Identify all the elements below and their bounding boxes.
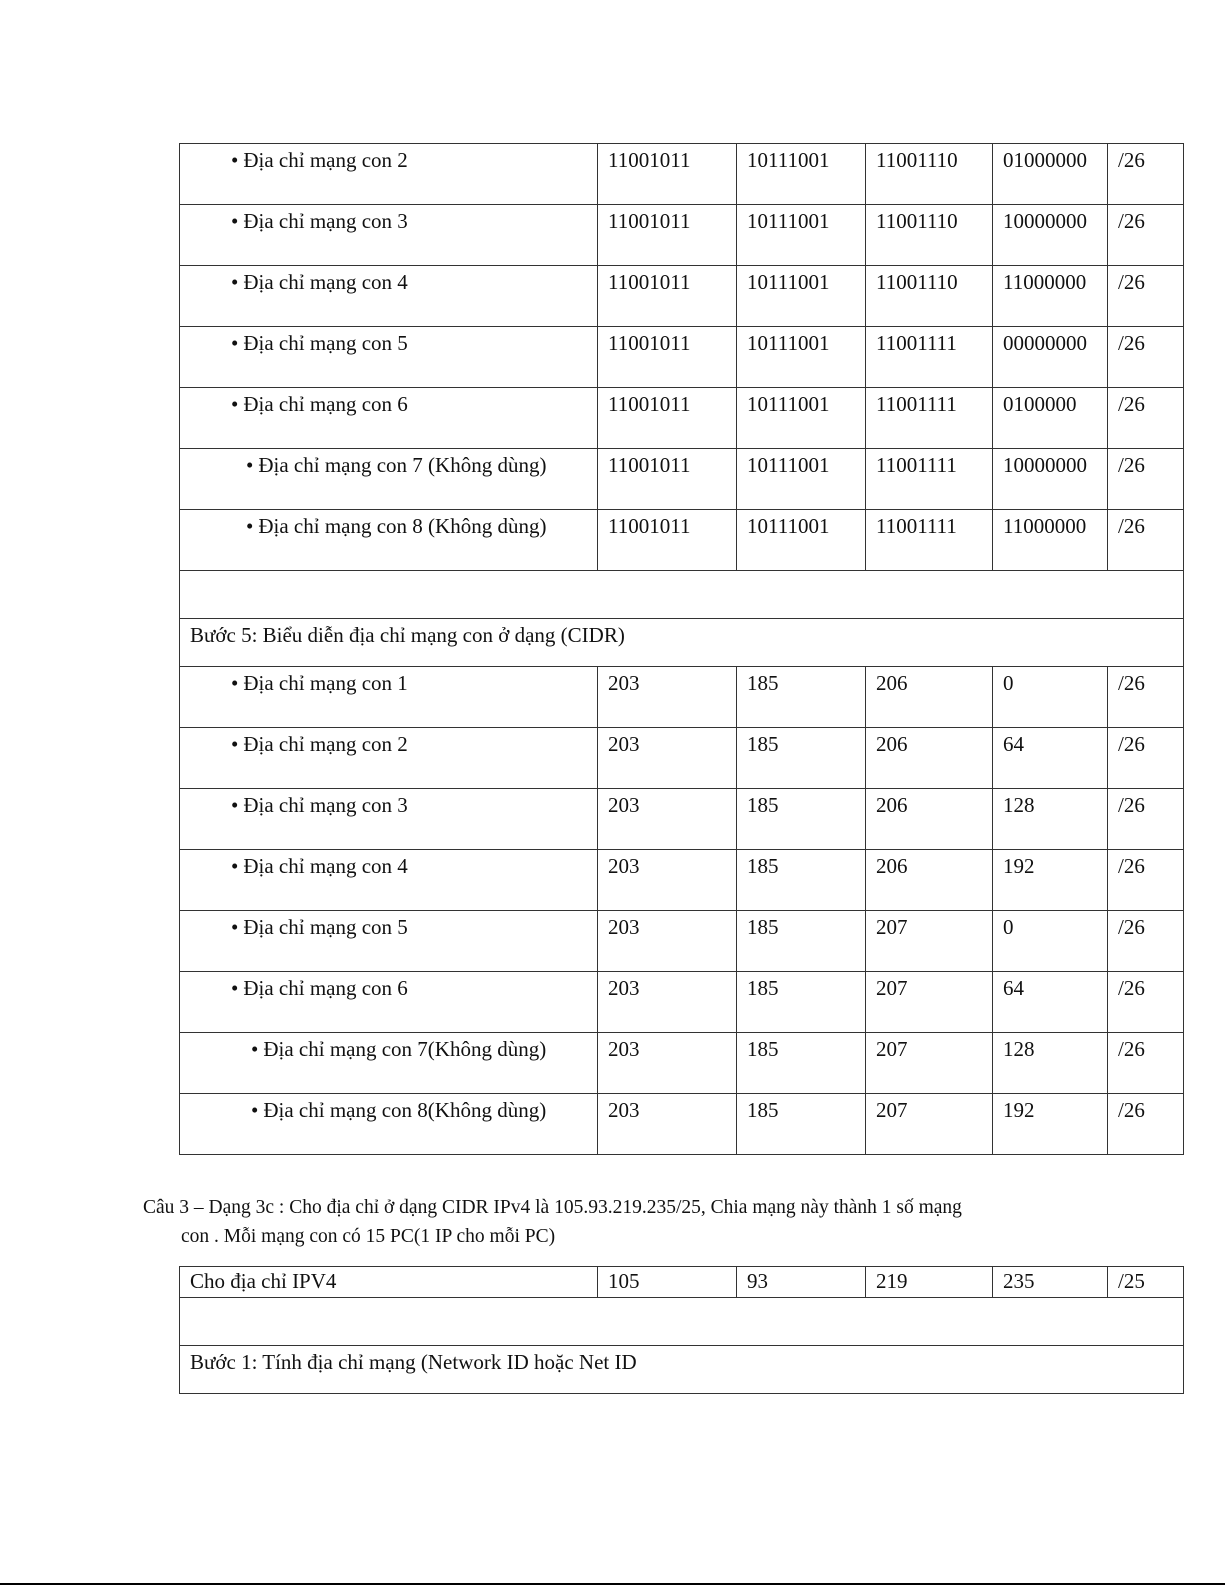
empty-cell	[180, 571, 1184, 619]
octet-3: 207	[866, 1033, 993, 1094]
row-label-text: Địa chỉ mạng con 1	[243, 671, 408, 695]
prefix: /26	[1108, 911, 1184, 972]
octet-1: 203	[598, 1033, 737, 1094]
octet-2: 10111001	[737, 266, 866, 327]
empty-row	[180, 1298, 1184, 1346]
octet-3: 11001110	[866, 144, 993, 205]
octet-2: 185	[737, 1033, 866, 1094]
bullet-icon: •	[231, 209, 239, 233]
octet-3: 206	[866, 850, 993, 911]
octet-1: 105	[598, 1267, 737, 1298]
table-row	[180, 144, 1184, 205]
bullet-icon: •	[231, 331, 239, 355]
prefix: /26	[1108, 266, 1184, 327]
octet-1: 203	[598, 972, 737, 1033]
row-label-text: Địa chỉ mạng con 3	[243, 209, 408, 233]
bullet-icon: •	[231, 854, 239, 878]
prefix: /26	[1108, 449, 1184, 510]
octet-4: 11000000	[993, 266, 1108, 327]
table-row	[180, 388, 1184, 449]
row-label	[180, 510, 598, 571]
row-label	[180, 1033, 598, 1094]
octet-2: 185	[737, 972, 866, 1033]
question-3	[143, 1193, 1103, 1251]
prefix: /26	[1108, 327, 1184, 388]
octet-4: 128	[993, 1033, 1108, 1094]
octet-4: 11000000	[993, 510, 1108, 571]
bullet-icon: •	[251, 1037, 259, 1061]
octet-3: 11001111	[866, 327, 993, 388]
row-label	[180, 728, 598, 789]
row-label	[180, 205, 598, 266]
subnet-table-2	[179, 1266, 1184, 1394]
octet-3: 206	[866, 667, 993, 728]
row-label	[180, 327, 598, 388]
row-label-text: Địa chỉ mạng con 8 (Không dùng)	[258, 514, 547, 538]
row-label	[180, 972, 598, 1033]
prefix: /26	[1108, 789, 1184, 850]
table-row	[180, 205, 1184, 266]
octet-4: 64	[993, 728, 1108, 789]
octet-3: 11001110	[866, 205, 993, 266]
octet-1: 203	[598, 728, 737, 789]
table-row	[180, 1033, 1184, 1094]
octet-1: 11001011	[598, 327, 737, 388]
bullet-icon: •	[231, 671, 239, 695]
octet-2: 10111001	[737, 510, 866, 571]
bullet-icon: •	[231, 732, 239, 756]
table-row	[180, 972, 1184, 1033]
row-label	[180, 850, 598, 911]
octet-1: 11001011	[598, 510, 737, 571]
question-3-line-1: Câu 3 – Dạng 3c : Cho địa chỉ ở dạng CIDR IPv4 là 105.93.219.235/25, Chia mạng này thành 1 số mạng	[143, 1197, 962, 1218]
octet-1: 203	[598, 850, 737, 911]
octet-4: 0100000	[993, 388, 1108, 449]
octet-4: 0	[993, 667, 1108, 728]
table-row	[180, 266, 1184, 327]
row-label	[180, 1094, 598, 1155]
octet-3: 11001111	[866, 388, 993, 449]
row-label-text: Địa chỉ mạng con 4	[243, 854, 408, 878]
row-label-text: Địa chỉ mạng con 6	[243, 976, 408, 1000]
octet-2: 93	[737, 1267, 866, 1298]
octet-4: 10000000	[993, 449, 1108, 510]
cidr-rows-body	[180, 667, 1184, 1155]
row-label-text: Địa chỉ mạng con 5	[243, 915, 408, 939]
prefix: /26	[1108, 388, 1184, 449]
bullet-icon: •	[246, 453, 254, 477]
step-row	[180, 1346, 1184, 1394]
row-label-text: Địa chỉ mạng con 6	[243, 392, 408, 416]
octet-2: 10111001	[737, 327, 866, 388]
octet-3: 207	[866, 1094, 993, 1155]
table-row	[180, 911, 1184, 972]
row-label-text: Địa chỉ mạng con 7 (Không dùng)	[258, 453, 547, 477]
octet-4: 128	[993, 789, 1108, 850]
octet-4: 192	[993, 850, 1108, 911]
octet-2: 10111001	[737, 144, 866, 205]
octet-1: 11001011	[598, 144, 737, 205]
octet-1: 203	[598, 789, 737, 850]
octet-2: 10111001	[737, 205, 866, 266]
octet-2: 185	[737, 1094, 866, 1155]
row-label	[180, 911, 598, 972]
row-label	[180, 388, 598, 449]
table-row	[180, 327, 1184, 388]
prefix: /26	[1108, 144, 1184, 205]
octet-1: 11001011	[598, 449, 737, 510]
octet-4: 01000000	[993, 144, 1108, 205]
octet-1: 203	[598, 911, 737, 972]
bullet-icon: •	[251, 1098, 259, 1122]
octet-3: 11001111	[866, 449, 993, 510]
octet-3: 206	[866, 789, 993, 850]
question-3-line-2: con . Mỗi mạng con có 15 PC(1 IP cho mỗi PC)	[181, 1226, 556, 1247]
table-row	[180, 789, 1184, 850]
row-label-text: Địa chỉ mạng con 8(Không dùng)	[263, 1098, 547, 1122]
octet-4: 192	[993, 1094, 1108, 1155]
step5-title: Bước 5: Biểu diễn địa chỉ mạng con ở dạng (CIDR)	[180, 619, 1184, 667]
octet-2: 185	[737, 728, 866, 789]
octet-4: 235	[993, 1267, 1108, 1298]
prefix: /26	[1108, 850, 1184, 911]
table-row	[180, 1267, 1184, 1298]
bullet-icon: •	[231, 148, 239, 172]
octet-1: 11001011	[598, 266, 737, 327]
octet-2: 185	[737, 789, 866, 850]
empty-row	[180, 571, 1184, 619]
bullet-icon: •	[231, 793, 239, 817]
bullet-icon: •	[231, 976, 239, 1000]
octet-3: 206	[866, 728, 993, 789]
octet-4: 0	[993, 911, 1108, 972]
bullet-icon: •	[246, 514, 254, 538]
octet-2: 185	[737, 911, 866, 972]
step-row	[180, 619, 1184, 667]
row-label-text: Địa chỉ mạng con 5	[243, 331, 408, 355]
octet-1: 11001011	[598, 388, 737, 449]
prefix: /26	[1108, 510, 1184, 571]
bullet-icon: •	[231, 270, 239, 294]
row-label	[180, 667, 598, 728]
octet-3: 219	[866, 1267, 993, 1298]
step1-title: Bước 1: Tính địa chỉ mạng (Network ID hoặc Net ID	[180, 1346, 1184, 1394]
row-label-text: Địa chỉ mạng con 4	[243, 270, 408, 294]
bullet-icon: •	[231, 392, 239, 416]
row-label-text: Địa chỉ mạng con 7(Không dùng)	[263, 1037, 547, 1061]
empty-cell	[180, 1298, 1184, 1346]
octet-2: 185	[737, 850, 866, 911]
octet-2: 10111001	[737, 388, 866, 449]
row-label-text: Địa chỉ mạng con 2	[243, 148, 408, 172]
row-label	[180, 144, 598, 205]
row-label: Cho địa chỉ IPV4	[180, 1267, 598, 1298]
row-label	[180, 266, 598, 327]
bullet-icon: •	[231, 915, 239, 939]
prefix: /26	[1108, 1094, 1184, 1155]
octet-1: 11001011	[598, 205, 737, 266]
prefix: /26	[1108, 205, 1184, 266]
octet-3: 11001110	[866, 266, 993, 327]
table-row	[180, 728, 1184, 789]
octet-4: 64	[993, 972, 1108, 1033]
prefix: /26	[1108, 1033, 1184, 1094]
table-row	[180, 1094, 1184, 1155]
octet-3: 11001111	[866, 510, 993, 571]
row-label	[180, 789, 598, 850]
prefix: /26	[1108, 728, 1184, 789]
table-row	[180, 667, 1184, 728]
octet-1: 203	[598, 1094, 737, 1155]
octet-2: 185	[737, 667, 866, 728]
row-label-text: Địa chỉ mạng con 2	[243, 732, 408, 756]
table-row	[180, 510, 1184, 571]
octet-4: 10000000	[993, 205, 1108, 266]
octet-3: 207	[866, 911, 993, 972]
subnet-table-1	[179, 143, 1184, 1155]
octet-2: 10111001	[737, 449, 866, 510]
octet-1: 203	[598, 667, 737, 728]
octet-3: 207	[866, 972, 993, 1033]
row-label	[180, 449, 598, 510]
table-row	[180, 449, 1184, 510]
prefix: /26	[1108, 972, 1184, 1033]
prefix: /26	[1108, 667, 1184, 728]
table-row	[180, 850, 1184, 911]
row-label-text: Địa chỉ mạng con 3	[243, 793, 408, 817]
prefix: /25	[1108, 1267, 1184, 1298]
octet-4: 00000000	[993, 327, 1108, 388]
binary-rows-body	[180, 144, 1184, 667]
